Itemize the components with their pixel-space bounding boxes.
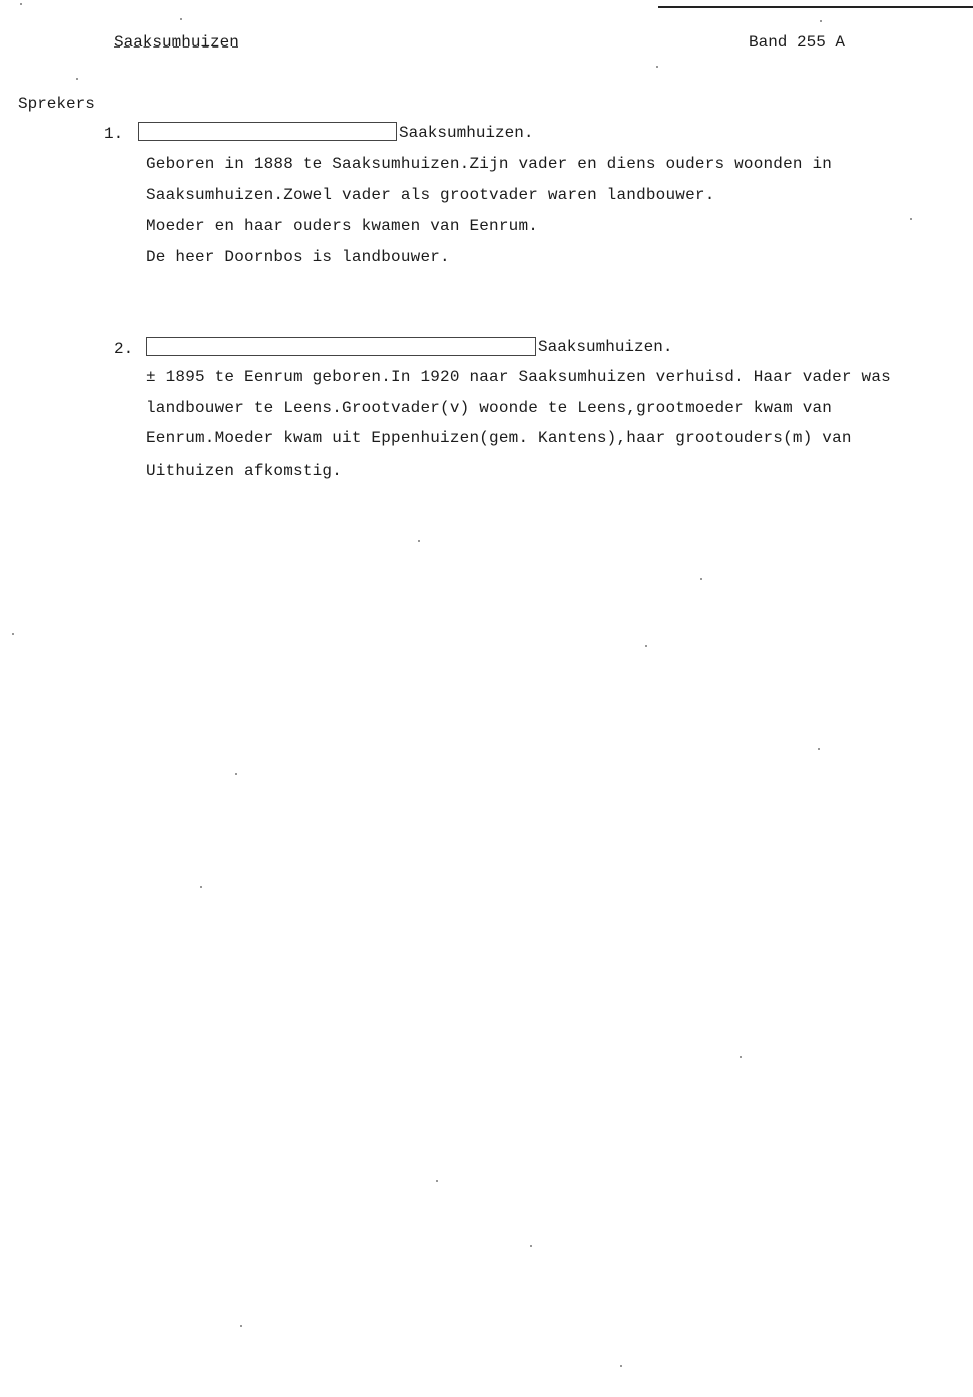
redacted-name-box	[146, 337, 536, 356]
band-label: Band 255 A	[749, 33, 846, 51]
scan-speck	[200, 886, 202, 888]
scan-speck	[820, 20, 822, 22]
scan-speck	[235, 773, 237, 775]
scan-speck	[740, 1056, 742, 1058]
top-edge-rule	[658, 6, 973, 8]
scan-speck	[645, 645, 647, 647]
section-heading: Sprekers	[18, 95, 95, 113]
scan-speck	[700, 578, 702, 580]
scan-speck	[910, 218, 912, 220]
place-title: Saaksumhuizen	[114, 33, 239, 51]
bio-line: Saaksumhuizen.Zowel vader als grootvader waren landbouwer.	[146, 186, 715, 204]
speaker-number: 2.	[114, 340, 134, 358]
bio-line: Uithuizen afkomstig.	[146, 462, 343, 480]
speaker-residence: Saaksumhuizen.	[399, 124, 534, 142]
scan-speck	[240, 1325, 242, 1327]
scan-speck	[818, 748, 820, 750]
bio-line: De heer Doornbos is landbouwer.	[146, 248, 450, 266]
scan-speck	[620, 1365, 622, 1367]
scan-speck	[530, 1245, 532, 1247]
bio-line: ± 1895 te Eenrum geboren.In 1920 naar Saaksumhuizen verhuisd. Haar vader was	[146, 368, 891, 386]
scan-speck	[418, 540, 420, 542]
bio-line: landbouwer te Leens.Grootvader(v) woonde te Leens,grootmoeder kwam van	[146, 399, 833, 417]
speaker-number: 1.	[104, 125, 124, 143]
speaker-residence: Saaksumhuizen.	[538, 338, 673, 356]
scan-speck	[180, 18, 182, 20]
scan-speck	[436, 1180, 438, 1182]
scan-speck	[20, 3, 22, 5]
bio-line: Moeder en haar ouders kwamen van Eenrum.	[146, 217, 539, 235]
bio-line: Geboren in 1888 te Saaksumhuizen.Zijn vader en diens ouders woonden in	[146, 155, 833, 173]
scan-speck	[76, 78, 78, 80]
scan-speck	[12, 633, 14, 635]
redacted-name-box	[138, 122, 397, 141]
bio-line: Eenrum.Moeder kwam uit Eppenhuizen(gem. Kantens),haar grootouders(m) van	[146, 429, 852, 447]
scan-speck	[656, 66, 658, 68]
